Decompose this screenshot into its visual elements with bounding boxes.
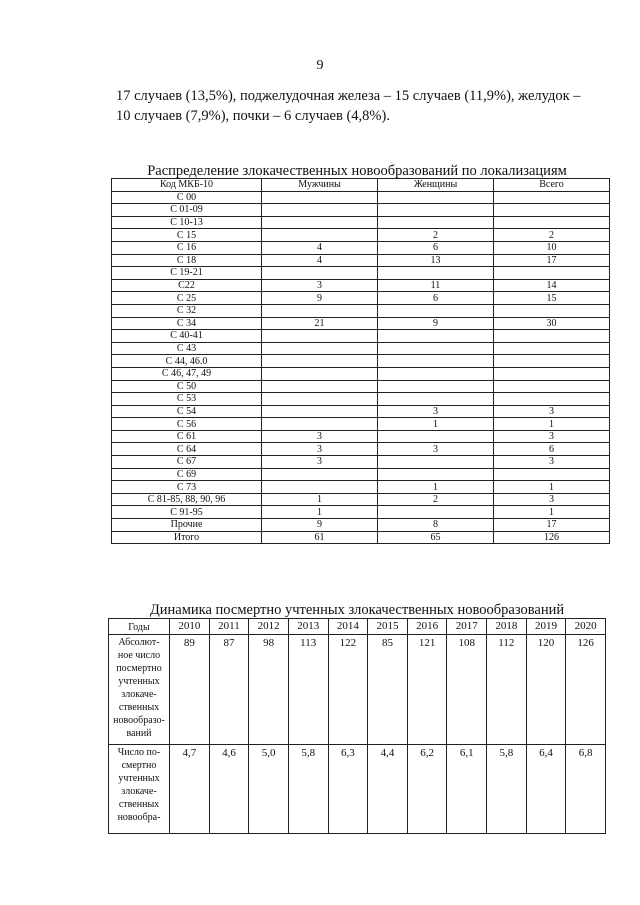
table-row <box>109 635 606 745</box>
cell-total: 3 <box>494 493 610 506</box>
cell-men <box>262 380 378 393</box>
table2-title: Динамика посмертно учтенных злокачественных новообразований <box>149 602 565 618</box>
cell-women <box>378 393 494 406</box>
header-year: 2016 <box>407 619 447 635</box>
cell-women <box>378 367 494 380</box>
table-row <box>112 531 610 544</box>
cell-icd-code: С 69 <box>112 468 262 481</box>
table-row <box>112 519 610 532</box>
cell-total <box>494 204 610 217</box>
table-row <box>112 254 610 267</box>
cell-value: 98 <box>249 635 289 745</box>
cell-value: 87 <box>209 635 249 745</box>
cell-total <box>494 304 610 317</box>
cell-women <box>378 355 494 368</box>
cell-value: 121 <box>407 635 447 745</box>
intro-paragraph <box>116 86 610 126</box>
table-row <box>112 380 610 393</box>
cell-total: 17 <box>494 254 610 267</box>
cell-women: 13 <box>378 254 494 267</box>
cell-women <box>378 506 494 519</box>
cell-men: 4 <box>262 241 378 254</box>
table-row <box>112 204 610 217</box>
cell-men <box>262 229 378 242</box>
cell-icd-code: Итого <box>112 531 262 544</box>
header-year: 2015 <box>368 619 408 635</box>
cell-total <box>494 330 610 343</box>
cell-icd-code: С22 <box>112 279 262 292</box>
intro-line-2: 10 случаев (7,9%), почки – 6 случаев (4,8%). <box>116 108 390 124</box>
header-men: Мужчины <box>262 179 378 192</box>
cell-men <box>262 191 378 204</box>
header-year: 2014 <box>328 619 368 635</box>
header-year: 2012 <box>249 619 289 635</box>
cell-women <box>378 380 494 393</box>
cell-total: 3 <box>494 405 610 418</box>
cell-value: 6,1 <box>447 745 487 834</box>
cell-icd-code: С 00 <box>112 191 262 204</box>
cell-men <box>262 330 378 343</box>
table-row <box>112 367 610 380</box>
cell-women <box>378 191 494 204</box>
cell-men <box>262 355 378 368</box>
cell-icd-code: С 25 <box>112 292 262 305</box>
cell-total <box>494 191 610 204</box>
cell-men <box>262 342 378 355</box>
cell-icd-code: Прочие <box>112 519 262 532</box>
dynamics-table <box>108 618 606 834</box>
cell-value: 89 <box>170 635 210 745</box>
cell-men: 3 <box>262 456 378 469</box>
cell-women <box>378 267 494 280</box>
cell-icd-code: С 54 <box>112 405 262 418</box>
cell-men <box>262 468 378 481</box>
header-year: 2018 <box>487 619 527 635</box>
cell-total: 17 <box>494 519 610 532</box>
cell-women: 1 <box>378 481 494 494</box>
cell-icd-code: С 19-21 <box>112 267 262 280</box>
cell-women <box>378 330 494 343</box>
table-row <box>112 304 610 317</box>
table-row <box>112 468 610 481</box>
cell-icd-code: С 73 <box>112 481 262 494</box>
cell-women: 9 <box>378 317 494 330</box>
table-row <box>112 241 610 254</box>
cell-total: 6 <box>494 443 610 456</box>
cell-value: 122 <box>328 635 368 745</box>
cell-women: 6 <box>378 292 494 305</box>
cell-men: 61 <box>262 531 378 544</box>
cell-men <box>262 418 378 431</box>
cell-men <box>262 304 378 317</box>
table-row <box>112 430 610 443</box>
table-row <box>112 481 610 494</box>
table-row <box>112 355 610 368</box>
page-number: 9 <box>316 58 324 73</box>
cell-value: 112 <box>487 635 527 745</box>
cell-women: 11 <box>378 279 494 292</box>
intro-line-1: 17 случаев (13,5%), поджелудочная железа – 15 случаев (11,9%), желудок – <box>116 88 581 104</box>
cell-icd-code: С 32 <box>112 304 262 317</box>
cell-women: 65 <box>378 531 494 544</box>
cell-total: 2 <box>494 229 610 242</box>
cell-value: 5,8 <box>288 745 328 834</box>
cell-women: 2 <box>378 493 494 506</box>
header-year: 2019 <box>526 619 566 635</box>
header-years: Годы <box>109 619 170 635</box>
table-row <box>112 267 610 280</box>
table-row <box>112 405 610 418</box>
cell-total: 30 <box>494 317 610 330</box>
cell-icd-code: С 46, 47, 49 <box>112 367 262 380</box>
cell-icd-code: С 16 <box>112 241 262 254</box>
header-icd-code: Код МКБ-10 <box>112 179 262 192</box>
cell-total <box>494 267 610 280</box>
cell-icd-code: С 50 <box>112 380 262 393</box>
table-row <box>112 418 610 431</box>
header-year: 2010 <box>170 619 210 635</box>
cell-men <box>262 393 378 406</box>
cell-men: 4 <box>262 254 378 267</box>
table-row <box>112 506 610 519</box>
cell-women: 8 <box>378 519 494 532</box>
cell-icd-code: С 34 <box>112 317 262 330</box>
cell-total <box>494 342 610 355</box>
cell-icd-code: С 91-95 <box>112 506 262 519</box>
table-row <box>112 317 610 330</box>
cell-women <box>378 468 494 481</box>
cell-women: 6 <box>378 241 494 254</box>
table-row <box>112 393 610 406</box>
cell-men <box>262 481 378 494</box>
cell-value: 5,0 <box>249 745 289 834</box>
cell-value: 4,6 <box>209 745 249 834</box>
cell-women: 3 <box>378 405 494 418</box>
cell-women <box>378 342 494 355</box>
table-row <box>112 493 610 506</box>
cell-total <box>494 468 610 481</box>
cell-icd-code: С 61 <box>112 430 262 443</box>
cell-total <box>494 216 610 229</box>
cell-men <box>262 204 378 217</box>
cell-value: 6,3 <box>328 745 368 834</box>
cell-men: 1 <box>262 506 378 519</box>
table1-header-row <box>112 179 610 192</box>
table2-header-row <box>109 619 606 635</box>
cell-men <box>262 367 378 380</box>
header-year: 2020 <box>566 619 606 635</box>
table-row <box>112 443 610 456</box>
table-row <box>112 191 610 204</box>
header-year: 2013 <box>288 619 328 635</box>
cell-value: 5,8 <box>487 745 527 834</box>
localization-table <box>111 178 610 544</box>
cell-icd-code: С 53 <box>112 393 262 406</box>
cell-total: 3 <box>494 430 610 443</box>
table-row <box>109 745 606 834</box>
cell-icd-code: С 10-13 <box>112 216 262 229</box>
cell-total: 1 <box>494 506 610 519</box>
cell-men: 3 <box>262 430 378 443</box>
table-row <box>112 229 610 242</box>
cell-women <box>378 204 494 217</box>
cell-value: 4,4 <box>368 745 408 834</box>
cell-total: 3 <box>494 456 610 469</box>
cell-men <box>262 216 378 229</box>
cell-icd-code: С 56 <box>112 418 262 431</box>
table-row <box>112 342 610 355</box>
cell-value: 126 <box>566 635 606 745</box>
cell-icd-code: С 44, 46.0 <box>112 355 262 368</box>
row-label: Число по- смертно учтенных злокаче- ственных новообра- <box>109 745 170 834</box>
header-women: Женщины <box>378 179 494 192</box>
cell-women: 3 <box>378 443 494 456</box>
cell-value: 6,4 <box>526 745 566 834</box>
cell-value: 108 <box>447 635 487 745</box>
cell-value: 120 <box>526 635 566 745</box>
cell-men: 21 <box>262 317 378 330</box>
cell-icd-code: С 43 <box>112 342 262 355</box>
cell-total: 10 <box>494 241 610 254</box>
row-label: Абсолют- ное число посмертно учтенных злокаче- ственных новообразо- ваний <box>109 635 170 745</box>
cell-total: 1 <box>494 418 610 431</box>
cell-men <box>262 405 378 418</box>
cell-women <box>378 456 494 469</box>
cell-women: 1 <box>378 418 494 431</box>
cell-total: 126 <box>494 531 610 544</box>
cell-men: 3 <box>262 279 378 292</box>
header-year: 2011 <box>209 619 249 635</box>
cell-total: 14 <box>494 279 610 292</box>
table1-title: Распределение злокачественных новообразований по локализациям <box>147 163 567 179</box>
table-row <box>112 456 610 469</box>
cell-total <box>494 367 610 380</box>
cell-icd-code: С 40-41 <box>112 330 262 343</box>
cell-total <box>494 393 610 406</box>
cell-men <box>262 267 378 280</box>
table-row <box>112 279 610 292</box>
cell-women <box>378 216 494 229</box>
cell-women <box>378 304 494 317</box>
cell-men: 3 <box>262 443 378 456</box>
cell-value: 113 <box>288 635 328 745</box>
table-row <box>112 216 610 229</box>
cell-men: 1 <box>262 493 378 506</box>
cell-icd-code: С 18 <box>112 254 262 267</box>
cell-total: 15 <box>494 292 610 305</box>
cell-icd-code: С 15 <box>112 229 262 242</box>
header-total: Всего <box>494 179 610 192</box>
cell-total <box>494 355 610 368</box>
cell-men: 9 <box>262 292 378 305</box>
table-row <box>112 330 610 343</box>
table-row <box>112 292 610 305</box>
cell-value: 6,8 <box>566 745 606 834</box>
header-year: 2017 <box>447 619 487 635</box>
cell-icd-code: С 81-85, 88, 90, 96 <box>112 493 262 506</box>
cell-men: 9 <box>262 519 378 532</box>
cell-icd-code: С 01-09 <box>112 204 262 217</box>
cell-value: 85 <box>368 635 408 745</box>
cell-value: 4,7 <box>170 745 210 834</box>
cell-icd-code: С 67 <box>112 456 262 469</box>
cell-women <box>378 430 494 443</box>
cell-value: 6,2 <box>407 745 447 834</box>
cell-total <box>494 380 610 393</box>
cell-icd-code: С 64 <box>112 443 262 456</box>
cell-total: 1 <box>494 481 610 494</box>
cell-women: 2 <box>378 229 494 242</box>
